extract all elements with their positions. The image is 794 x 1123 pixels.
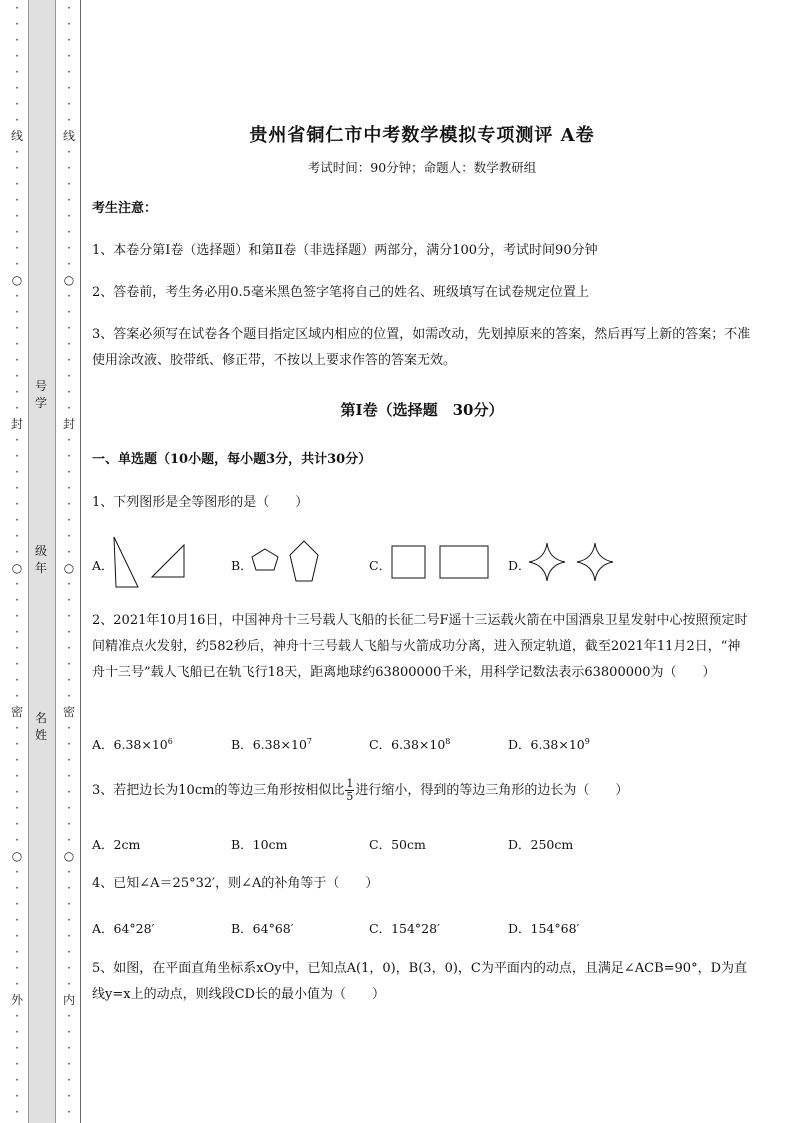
binding-dot: · xyxy=(15,97,19,111)
q4-option-a: A．64°28′ xyxy=(92,921,155,936)
binding-dot: · xyxy=(15,881,19,895)
binding-dot: · xyxy=(15,449,19,463)
binding-dot: · xyxy=(15,801,19,815)
binding-dot: · xyxy=(67,17,71,31)
binding-dot: · xyxy=(15,545,19,559)
binding-dot: · xyxy=(15,753,19,767)
binding-dot: · xyxy=(15,113,19,127)
binding-dot: · xyxy=(15,401,19,415)
binding-dot: · xyxy=(15,193,19,207)
binding-dot: · xyxy=(67,577,71,591)
binding-dot: · xyxy=(67,81,71,95)
binding-dot: · xyxy=(15,305,19,319)
question-1-stem: 1、下列图形是全等图形的是（ ） xyxy=(92,495,309,510)
q3-option-d: D．250cm xyxy=(508,837,574,852)
binding-dot: · xyxy=(67,449,71,463)
binding-dot: · xyxy=(67,1089,71,1103)
binding-dot: · xyxy=(67,609,71,623)
q1-d-star-right xyxy=(577,543,613,581)
binding-dot: · xyxy=(67,1041,71,1055)
q1-option-a-figure xyxy=(112,535,187,590)
binding-dot: · xyxy=(67,833,71,847)
binding-dot: · xyxy=(67,209,71,223)
binding-dot: · xyxy=(15,1057,19,1071)
q1-c-rectangle xyxy=(440,546,488,578)
binding-dot: · xyxy=(15,1089,19,1103)
q2-option-d: D．$6.38\times 10^9$ xyxy=(508,736,590,752)
binding-dot: · xyxy=(67,321,71,335)
binding-dot: · xyxy=(67,529,71,543)
binding-dot: · xyxy=(67,961,71,975)
q3-option-a: A．2cm xyxy=(92,837,141,852)
grade-label: 级 年 xyxy=(34,544,47,575)
q1-b-large-pentagon xyxy=(290,541,318,581)
binding-dot: · xyxy=(67,49,71,63)
q1-option-d-figure xyxy=(529,541,617,583)
binding-dot: · xyxy=(15,433,19,447)
binding-mark: ○ xyxy=(63,273,75,287)
binding-dot: · xyxy=(67,97,71,111)
notice-item-1: 1、本卷分第I卷（选择题）和第Ⅱ卷（非选择题）两部分，满分100分，考试时间90分钟 xyxy=(92,243,598,258)
binding-dot: · xyxy=(67,113,71,127)
binding-dot: · xyxy=(15,481,19,495)
exam-title: 贵州省铜仁市中考数学模拟专项测评 A卷 xyxy=(249,125,595,146)
binding-dot: · xyxy=(15,65,19,79)
notice-heading: 考生注意： xyxy=(92,201,158,216)
binding-mark: 线 xyxy=(62,129,75,143)
binding-dot: · xyxy=(15,81,19,95)
binding-dot: · xyxy=(67,497,71,511)
binding-dot: · xyxy=(67,625,71,639)
binding-dot: · xyxy=(67,433,71,447)
notice-item-2: 2、答卷前，考生务必用0.5毫米黑色签字笔将自己的姓名、班级填写在试卷规定位置上 xyxy=(92,285,589,300)
binding-dot: · xyxy=(15,609,19,623)
q1-a-right-triangle xyxy=(152,545,184,577)
notice-item-3: 3、答案必须写在试卷各个题目指定区域内相应的位置，如需改动，先划掉原来的答案，然后再写上新的答案；不准使用涂改液、胶带纸、修正带，不按以上要求作答的答案无效。 xyxy=(92,327,751,368)
binding-dot: · xyxy=(15,353,19,367)
binding-dot: · xyxy=(67,193,71,207)
q1-option-b-label: B． xyxy=(231,558,253,573)
binding-mark: 密 xyxy=(10,705,23,719)
q4-option-b: B．64°68′ xyxy=(231,921,294,936)
binding-dot: · xyxy=(15,209,19,223)
q4-option-d: D．154°68′ xyxy=(508,921,580,936)
binding-dot: · xyxy=(15,49,19,63)
binding-dot: · xyxy=(15,657,19,671)
section-title: 第I卷（选择题 30分） xyxy=(340,401,504,419)
binding-dot: · xyxy=(15,241,19,255)
q1-option-c-label: C． xyxy=(369,558,392,573)
binding-mark: 线 xyxy=(10,129,23,143)
binding-dot: · xyxy=(67,1057,71,1071)
binding-dot: · xyxy=(15,465,19,479)
student-name-label: 名 姓 xyxy=(34,711,47,742)
binding-mark: 封 xyxy=(62,417,75,431)
binding-dot: · xyxy=(15,513,19,527)
binding-dot: · xyxy=(15,737,19,751)
binding-dot: · xyxy=(15,961,19,975)
binding-dot: · xyxy=(67,721,71,735)
binding-dot: · xyxy=(67,753,71,767)
binding-dot: · xyxy=(67,513,71,527)
q2-option-a: A．$6.38\times 10^6$ xyxy=(92,736,173,752)
binding-dot: · xyxy=(67,1025,71,1039)
binding-dot: · xyxy=(67,881,71,895)
binding-mark: ○ xyxy=(63,561,75,575)
question-5-stem: 5、如图，在平面直角坐标系xOy中，已知点A(1，0)，B(3，0)，C为平面内的动点，且满足∠ACB=90°，D为直线y=x上的动点，则线段CD长的最小值为（ ） xyxy=(92,961,748,1002)
binding-dot: · xyxy=(67,977,71,991)
binding-dot: · xyxy=(15,1041,19,1055)
binding-dot: · xyxy=(15,865,19,879)
binding-dot: · xyxy=(67,369,71,383)
binding-dot: · xyxy=(67,385,71,399)
binding-dot: · xyxy=(67,593,71,607)
binding-dot: · xyxy=(15,833,19,847)
binding-mark: 密 xyxy=(62,705,75,719)
binding-dot: · xyxy=(15,385,19,399)
binding-dot: · xyxy=(15,529,19,543)
binding-dot: · xyxy=(67,161,71,175)
binding-dot: · xyxy=(67,913,71,927)
binding-dot: · xyxy=(67,801,71,815)
binding-dot: · xyxy=(15,257,19,271)
binding-dot: · xyxy=(67,241,71,255)
binding-dot: · xyxy=(15,369,19,383)
binding-dot: · xyxy=(15,145,19,159)
binding-mark: ○ xyxy=(11,849,23,863)
binding-dot: · xyxy=(15,897,19,911)
binding-dot: · xyxy=(67,769,71,783)
part-heading: 一、单选题（10小题，每小题3分，共计30分） xyxy=(92,452,372,467)
binding-dot: · xyxy=(67,289,71,303)
q1-d-star-left xyxy=(529,543,565,581)
binding-dot: · xyxy=(67,33,71,47)
binding-dot: · xyxy=(15,1105,19,1119)
binding-dot: · xyxy=(67,481,71,495)
question-2-stem: 2、2021年10月16日，中国神舟十三号载人飞船的长征二号F遥十三运载火箭在中国酒泉卫星发射中心按照预定时间精准点火发射，约582秒后，神舟十三号载人飞船与火箭成功分离，进入预定轨道，截至2021年11月2日，“神舟十三号”载人飞船已在轨飞行18天，距离地球约63800000千米，用科学记数法表示63800000为（ ） xyxy=(92,613,748,680)
binding-dot: · xyxy=(15,1025,19,1039)
binding-dot: · xyxy=(67,465,71,479)
binding-dot: · xyxy=(15,945,19,959)
binding-dot: · xyxy=(67,353,71,367)
binding-dot: · xyxy=(67,1105,71,1119)
binding-dot: · xyxy=(67,1,71,15)
binding-dot: · xyxy=(15,769,19,783)
binding-dot: · xyxy=(67,641,71,655)
binding-dot: · xyxy=(67,65,71,79)
binding-dot: · xyxy=(67,737,71,751)
binding-dot: · xyxy=(15,577,19,591)
binding-dot: · xyxy=(15,33,19,47)
binding-dot: · xyxy=(15,593,19,607)
binding-dot: · xyxy=(15,321,19,335)
binding-dot: · xyxy=(67,865,71,879)
binding-dot: · xyxy=(67,337,71,351)
binding-dot: · xyxy=(67,689,71,703)
student-id-label: 号 学 xyxy=(34,379,47,410)
binding-mark: 外 xyxy=(10,993,23,1007)
binding-dot: · xyxy=(67,545,71,559)
q1-option-a-label: A． xyxy=(92,558,114,573)
q1-c-square xyxy=(392,546,425,578)
q2-option-c: C．$6.38\times 10^8$ xyxy=(369,736,451,752)
binding-dot: · xyxy=(67,305,71,319)
binding-dot: · xyxy=(15,641,19,655)
binding-dot: · xyxy=(15,337,19,351)
binding-dot: · xyxy=(67,945,71,959)
binding-dot: · xyxy=(67,145,71,159)
binding-dot: · xyxy=(15,497,19,511)
binding-dot: · xyxy=(67,257,71,271)
binding-dot: · xyxy=(67,401,71,415)
binding-dot: · xyxy=(67,225,71,239)
binding-mark: ○ xyxy=(11,561,23,575)
binding-dot: · xyxy=(15,913,19,927)
q2-option-b: B．$6.38\times 10^7$ xyxy=(231,736,312,752)
q3-option-c: C．50cm xyxy=(369,837,426,852)
ratio-fraction: $\frac{1}{5}$ xyxy=(346,777,354,803)
binding-dot: · xyxy=(15,625,19,639)
binding-dot: · xyxy=(67,1073,71,1087)
binding-dot: · xyxy=(67,1009,71,1023)
binding-dot: · xyxy=(15,17,19,31)
binding-mark: 封 xyxy=(10,417,23,431)
question-4-stem: 4、已知∠A＝25°32′，则∠A的补角等于（ ） xyxy=(92,876,379,891)
binding-dot: · xyxy=(15,177,19,191)
binding-dot: · xyxy=(67,929,71,943)
binding-dot: · xyxy=(15,977,19,991)
binding-mark: ○ xyxy=(11,273,23,287)
q1-option-b-figure xyxy=(250,537,325,587)
binding-dot: · xyxy=(15,1009,19,1023)
binding-dot: · xyxy=(67,817,71,831)
q1-a-thin-triangle xyxy=(114,537,138,587)
binding-dot: · xyxy=(15,721,19,735)
q4-option-c: C．154°28′ xyxy=(369,921,440,936)
margin-divider xyxy=(80,0,81,1123)
binding-dot: · xyxy=(15,689,19,703)
binding-dot: · xyxy=(67,657,71,671)
binding-dot: · xyxy=(15,225,19,239)
binding-dot: · xyxy=(15,929,19,943)
binding-dot: · xyxy=(15,1,19,15)
binding-dot: · xyxy=(15,1073,19,1087)
binding-dot: · xyxy=(15,817,19,831)
binding-mark: ○ xyxy=(63,849,75,863)
binding-dot: · xyxy=(15,161,19,175)
question-3-stem: 3、若把边长为10cm的等边三角形按相似比 $\frac{1}{5}$ 进行缩小，得到的等边三角形的边长为（ ） xyxy=(92,777,629,803)
q3-option-b: B．10cm xyxy=(231,837,288,852)
exam-subtitle: 考试时间：90分钟；命题人：数学教研组 xyxy=(307,160,537,175)
inner-dot-column xyxy=(62,0,76,1123)
binding-mark: 内 xyxy=(62,993,75,1007)
q1-option-d-label: D． xyxy=(508,558,531,573)
binding-dot: · xyxy=(67,673,71,687)
binding-dot: · xyxy=(15,785,19,799)
binding-dot: · xyxy=(67,177,71,191)
q1-option-c-figure xyxy=(390,544,492,580)
binding-dot: · xyxy=(15,673,19,687)
binding-dot: · xyxy=(67,785,71,799)
q1-b-small-pentagon xyxy=(252,549,278,570)
binding-dot: · xyxy=(15,289,19,303)
binding-dot: · xyxy=(67,897,71,911)
outer-dot-column xyxy=(10,0,24,1123)
